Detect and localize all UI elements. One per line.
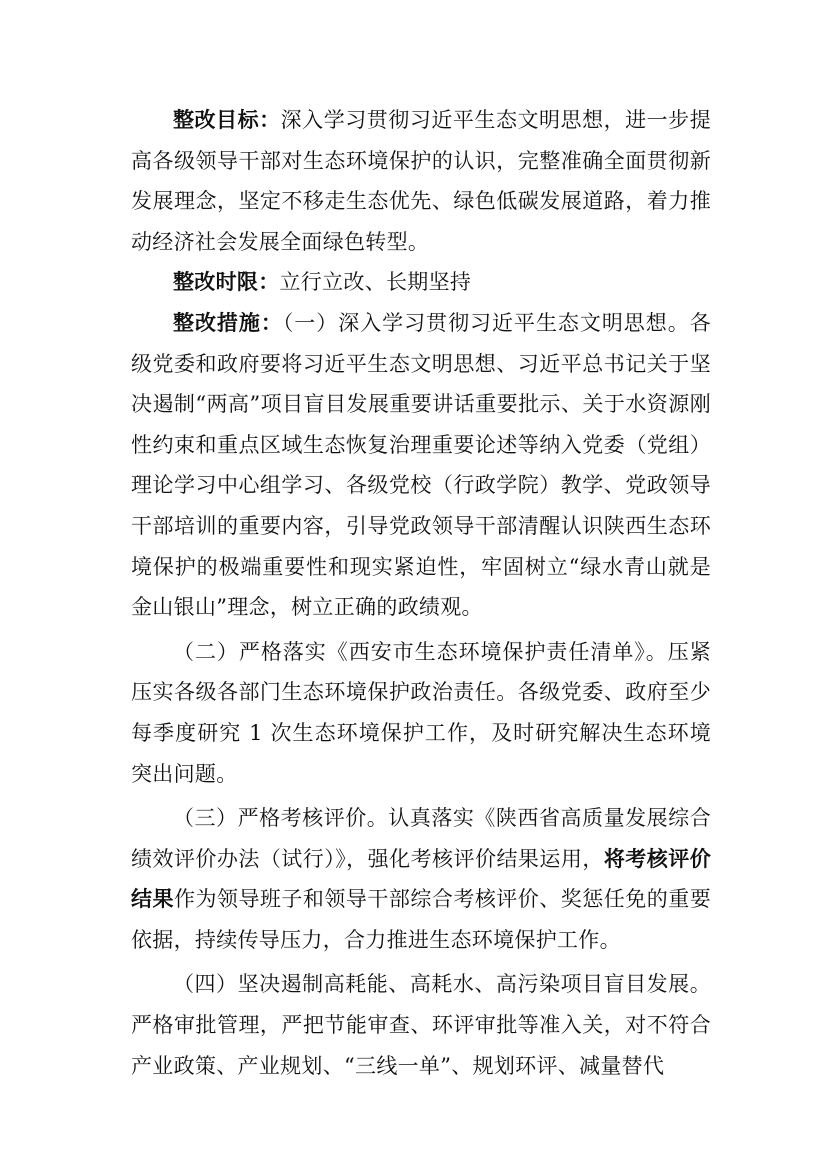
measures-paragraph	[131, 303, 711, 628]
deadline-label: 整改时限：	[173, 270, 280, 295]
deadline-paragraph	[131, 262, 711, 303]
goal-paragraph	[131, 100, 711, 262]
document-body	[131, 100, 711, 1086]
goal-text: 深入学习贯彻习近平生态文明思想，进一步提高各级领导干部对生态环境保护的认识，完整准确全面贯彻新发展理念，坚定不移走生态优先、绿色低碳发展道路，着力推动经济社会发展全面绿色转型。	[131, 108, 712, 254]
deadline-text: 立行立改、长期坚持	[279, 270, 472, 295]
item-2-text: （二）严格落实《西安市生态环境保护责任清单》。压紧压实各级各部门生态环境保护政治责任。各级党委、政府至少每季度研究 1 次生态环境保护工作，及时研究解决生态环境突出问题。	[131, 639, 711, 786]
item-3-text-after: 作为领导班子和领导干部综合考核评价、奖惩任免的重要依据，持续传导压力，合力推进生态环境保护工作。	[131, 887, 711, 952]
item-4-text: （四）坚决遏制高耗能、高耗水、高污染项目盲目发展。严格审批管理，严把节能审查、环评审批等准入关，对不符合产业政策、产业规划、“三线一单”、规划环评、减量替代	[131, 972, 711, 1078]
goal-label: 整改目标：	[173, 108, 281, 132]
item-3-text-before: （三）严格考核评价。认真落实《陕西省高质量发展综合绩效评价办法（试行）》，强化考核评价结果运用，	[131, 806, 711, 871]
item-3-bold-text: 将考核评价结果	[131, 846, 711, 912]
item-4-paragraph	[131, 964, 711, 1086]
measures-label: 整改措施：	[173, 310, 283, 335]
item-2-paragraph	[131, 632, 711, 794]
measures-text: （一）深入学习贯彻习近平生态文明思想。各级党委和政府要将习近平生态文明思想、习近平总书记关于坚决遏制“两高”项目盲目发展重要讲话重要批示、关于水资源刚性约束和重点区域生态恢复治理重要论述等纳入党委（党组）理论学习中心组学习、各级党校（行政学院）教学、党政领导干部培训的重要内容，引导党政领导干部清醒认识陕西生态环境保护的极端重要性和现实紧迫性，牢固树立“绿水青山就是金山银山”理念，树立正确的政绩观。	[131, 310, 712, 620]
item-3-paragraph	[131, 798, 711, 960]
